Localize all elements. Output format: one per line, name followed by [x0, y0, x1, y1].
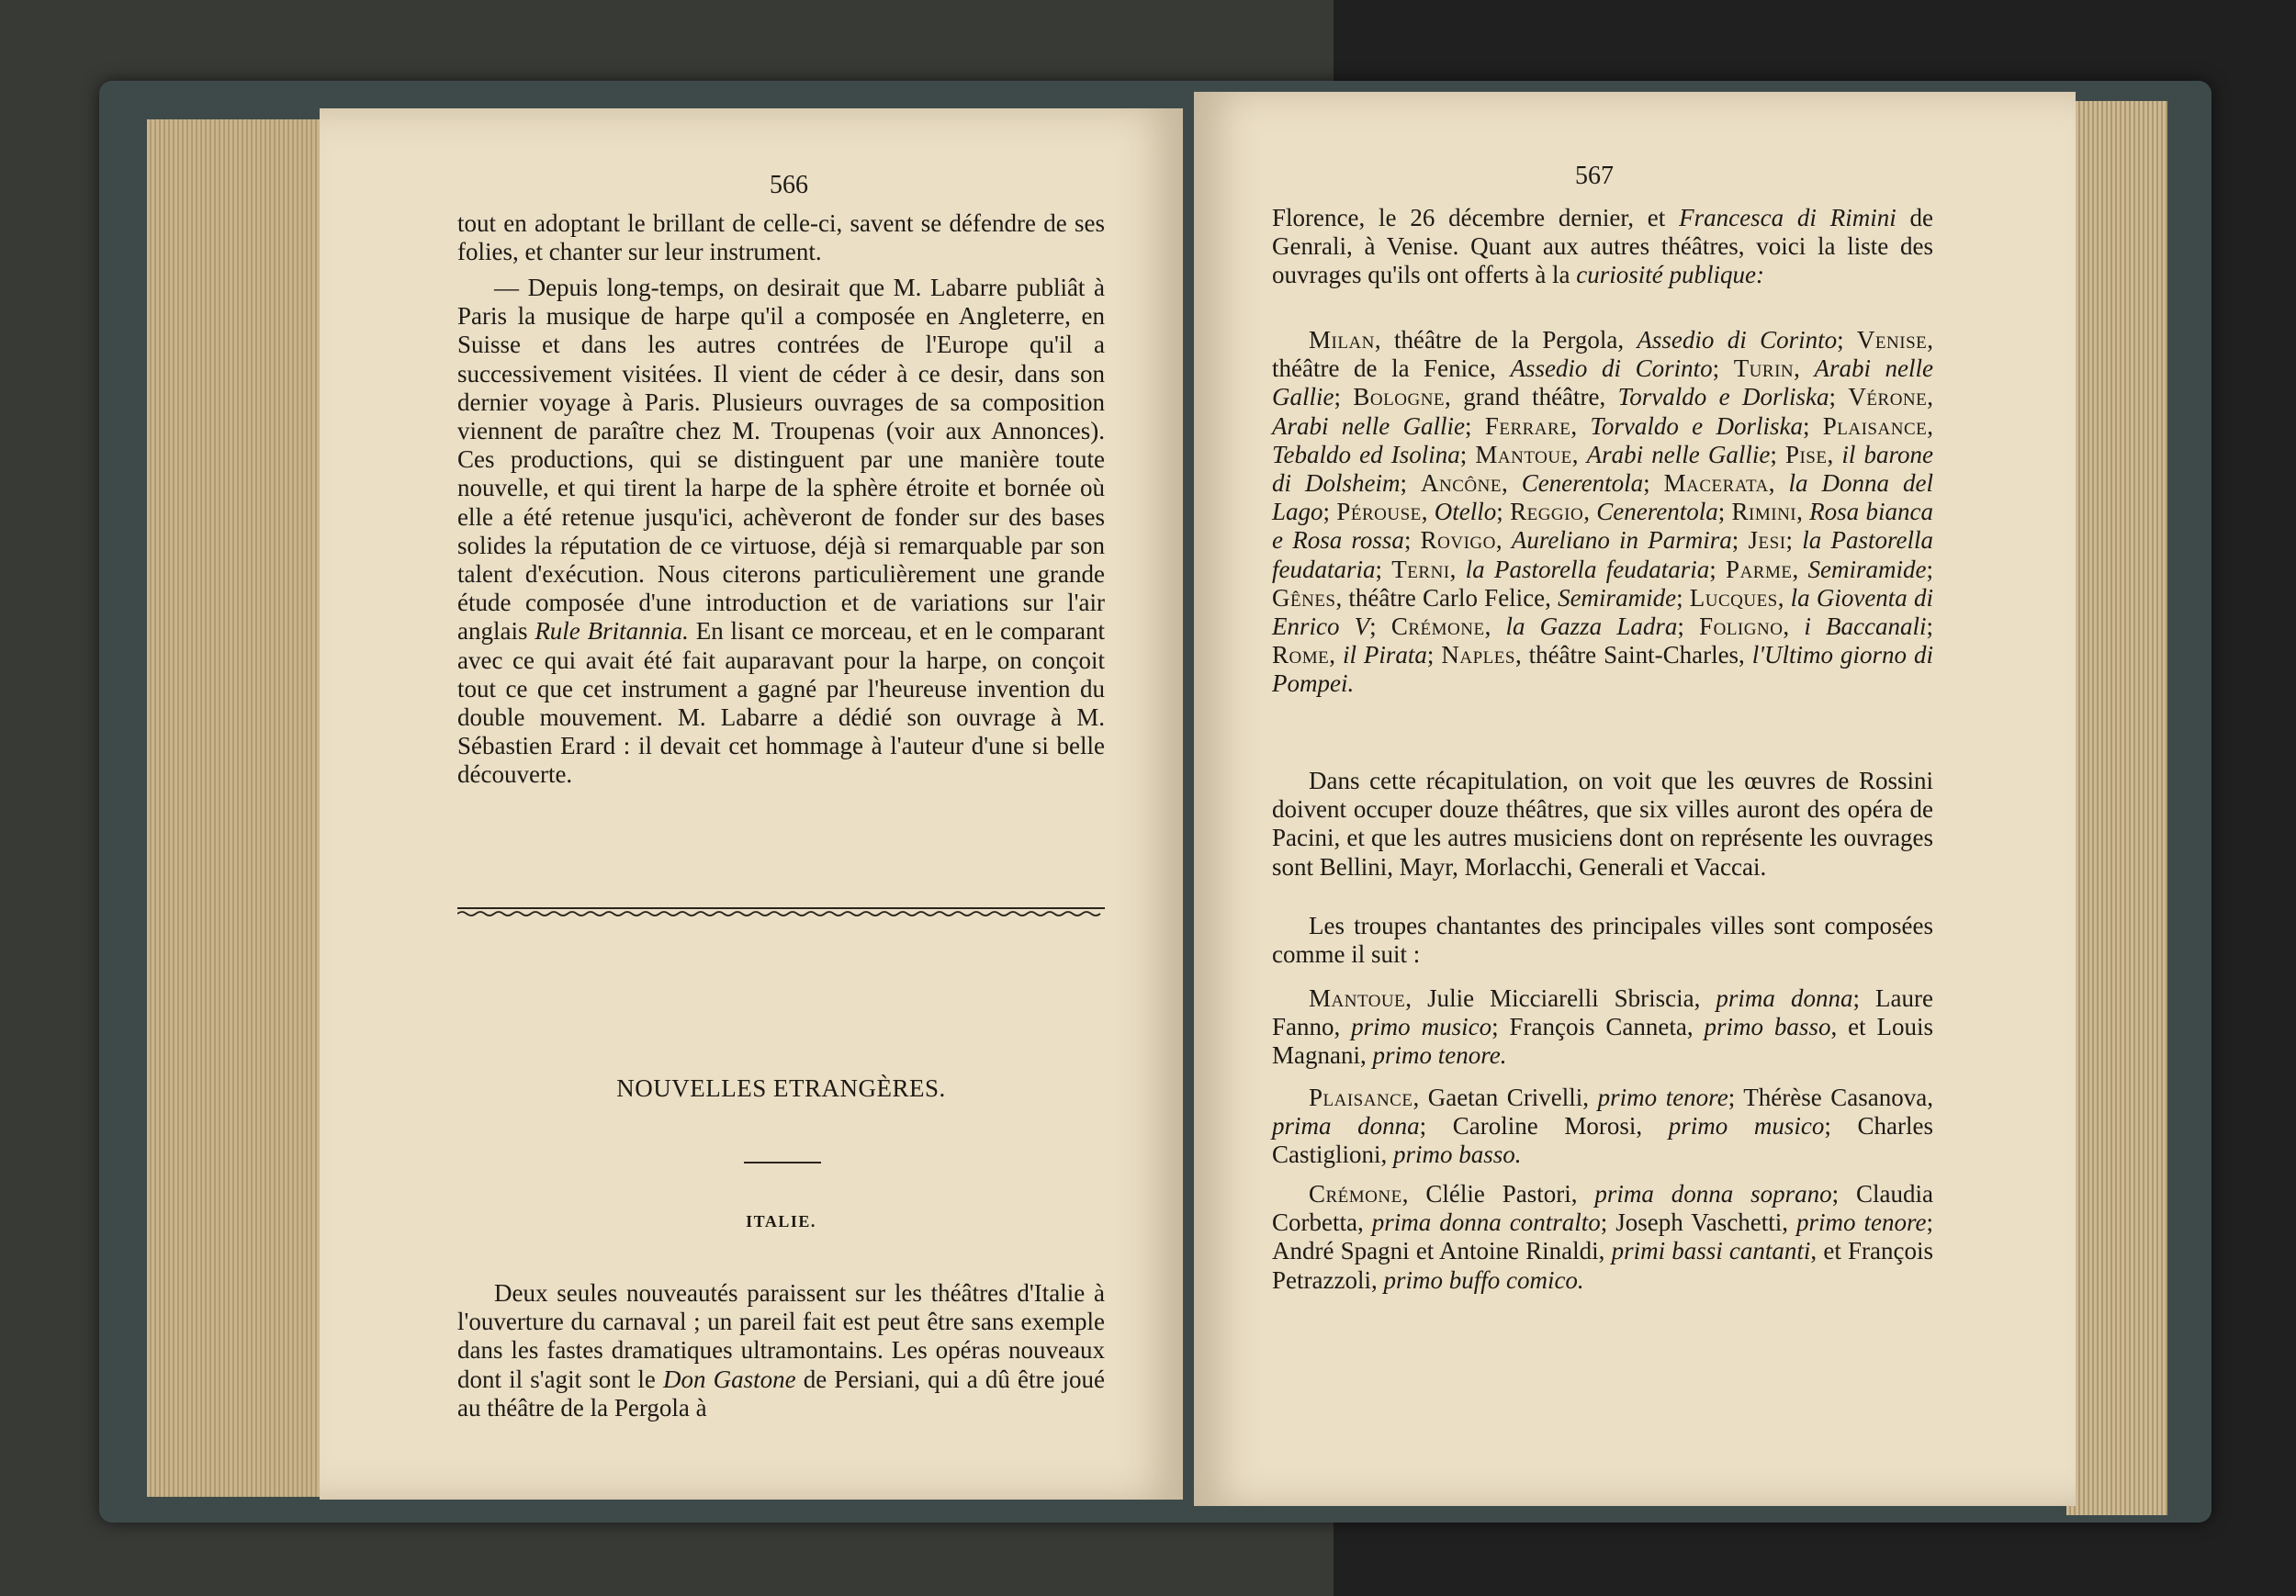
- text-run: ;: [1926, 555, 1934, 583]
- city-name: Gênes: [1272, 583, 1336, 612]
- italic-text: la Donna del Lago: [1272, 469, 1933, 526]
- text-run: ;: [1369, 613, 1391, 641]
- text-run: ; Laure Fanno,: [1272, 984, 1934, 1041]
- text-run: ,: [1329, 641, 1343, 669]
- text-run: ,: [1927, 411, 1933, 440]
- italic-text: primo musico: [1351, 1013, 1492, 1041]
- text-run: ,: [1827, 440, 1842, 468]
- decorative-divider: [457, 905, 1105, 918]
- italic-text: Arabi nelle Gallie: [1272, 354, 1933, 411]
- text-run: , théâtre de la Fenice,: [1272, 326, 1933, 383]
- italic-text: prima donna: [1716, 984, 1853, 1012]
- text-run: ,: [1421, 498, 1435, 526]
- text-run: ;: [1829, 383, 1849, 411]
- italic-text: Arabi nelle Gallie: [1272, 411, 1466, 440]
- paragraph-cremone: [1272, 1180, 1933, 1295]
- text-run: ;: [1770, 440, 1785, 468]
- text-run: , théâtre Carlo Felice,: [1335, 583, 1559, 612]
- paragraph-plaisance: [1272, 1084, 1933, 1170]
- city-name: Lucques: [1689, 583, 1778, 612]
- text-run: ,: [1495, 526, 1512, 555]
- italic-text: Tebaldo ed Isolina: [1272, 440, 1460, 468]
- italic-text: l'Ultimo giorno di Pompei.: [1272, 641, 1933, 698]
- text-run: ,: [1449, 555, 1466, 583]
- italic-text: prima donna: [1272, 1112, 1420, 1141]
- italic-text: Semiramide: [1807, 555, 1927, 583]
- italic-text: Cenerentola: [1596, 498, 1718, 526]
- city-name: Rovigo: [1420, 526, 1496, 555]
- italic-text: primo tenore: [1796, 1208, 1927, 1237]
- city-name: Ferrare: [1484, 411, 1571, 440]
- text-run: ,: [1927, 383, 1933, 411]
- italic-text: la Pastorella feudataria: [1272, 526, 1933, 583]
- text-run: ,: [1570, 411, 1591, 440]
- italic-text: primo basso: [1704, 1013, 1831, 1041]
- short-rule: [744, 1162, 821, 1163]
- text-run: ;: [1459, 440, 1476, 468]
- city-name: Turin: [1733, 354, 1795, 383]
- city-name: Naples: [1441, 641, 1515, 669]
- text-run: ,: [1768, 469, 1789, 498]
- italic-text: prima donna soprano: [1594, 1180, 1832, 1208]
- text-run: , théâtre Saint-Charles,: [1514, 641, 1752, 669]
- paragraph-troupes: [1272, 912, 1933, 969]
- text-run: ,: [1583, 498, 1597, 526]
- italic-text: primo buffo comico.: [1383, 1265, 1584, 1294]
- paragraph-florence: [1272, 204, 1933, 290]
- city-name: Jesi: [1748, 526, 1786, 555]
- italic-text: Cenerentola: [1521, 469, 1644, 498]
- italic-text: il barone di Dolsheim: [1272, 440, 1933, 498]
- text-run: ,: [1484, 613, 1506, 641]
- text-run: ,: [1783, 613, 1805, 641]
- text-run: ;: [1403, 526, 1421, 555]
- page-number: 566: [770, 171, 808, 199]
- text-run: , et Louis Magnani,: [1272, 1013, 1934, 1070]
- text-run: ; Joseph Vaschetti,: [1600, 1208, 1796, 1237]
- text-run: , et François Petrazzoli,: [1272, 1237, 1933, 1294]
- text-run: ;: [1643, 469, 1664, 498]
- text-run: ;: [1400, 469, 1421, 498]
- city-name: Ancône: [1420, 469, 1502, 498]
- text-run: ;: [1731, 526, 1749, 555]
- text-run: ;: [1465, 411, 1485, 440]
- italic-text: i Baccanali: [1804, 613, 1927, 641]
- city-name: Crémone: [1390, 613, 1485, 641]
- text-run: ; André Spagni et Antoine Rinaldi,: [1272, 1208, 1933, 1265]
- italic-text: la Gazza Ladra: [1505, 613, 1678, 641]
- city-name: Pérouse: [1336, 498, 1422, 526]
- italic-text: prima donna contralto: [1371, 1208, 1601, 1237]
- text-run: ,: [1501, 469, 1522, 498]
- text-run: ;: [1375, 555, 1392, 583]
- text-run: de Genrali, à Venise. Quant aux autres théâtres, voici la liste des ouvrages qu'ils ont offerts à la: [1272, 204, 1933, 289]
- city-name: Mantoue: [1475, 440, 1572, 468]
- text-run: ,: [1794, 354, 1815, 383]
- paragraph-mantoue: [1272, 984, 1933, 1071]
- paragraph-labarre: — Depuis long-temps, on desirait que M. Labarre publiât à Paris la musique de harpe qu'il a composée en Angleterre, en Suisse et dans les autres contrées de l'Europe qu'il a successivement visitées. Il vient de céder à ce desir, dans son dernier voyage à Paris. Plusieurs ouvrages de sa composition viennent de paraître chez M. Troupenas (voir aux Annonces). Ces productions, qui se distinguent par une manière toute nouvelle, et qui tirent la harpe de la sphère étroite et bornée où elle a été retenue jusqu'ici, achèveront de fonder sur des bases solides la réputation de ce virtuose, déjà si remarquable par son talent d'exécution. Nous citerons particulièrement une grande étude composée d'une introduction et de variations sur l'air anglais Rule Britannia. En lisant ce morceau, et en le comparant avec ce qui avait été fait auparavant pour la harpe, on conçoit tout ce que cet instrument a gagné par l'heureuse invention du double mouvement. M. Labarre a dédié son ouvrage à M. Sébastien Erard : il devait cet hommage à l'auteur d'une si belle découverte.: [457, 274, 1106, 789]
- city-name: Plaisance: [1822, 411, 1928, 440]
- text-run: ;: [1712, 354, 1734, 383]
- text-run: ,: [1571, 440, 1587, 468]
- text-run: ; Thérèse Casanova,: [1728, 1084, 1933, 1111]
- city-name: Vérone: [1848, 383, 1928, 411]
- italic-text: Aureliano in Parmira: [1511, 526, 1732, 555]
- city-name: Rimini: [1731, 498, 1797, 526]
- text-run: ; Charles Castiglioni,: [1272, 1112, 1934, 1169]
- city-name: Milan: [1309, 326, 1375, 354]
- text-run: ;: [1426, 641, 1442, 669]
- italic-text: Torvaldo e Dorliska: [1590, 411, 1803, 440]
- city-name: Reggio: [1510, 498, 1584, 526]
- city-name: Crémone: [1309, 1180, 1402, 1208]
- text-run: ;: [1926, 613, 1933, 641]
- text-run: ;: [1837, 326, 1857, 354]
- city-name: Parme: [1726, 555, 1793, 583]
- text-run: ;: [1676, 583, 1690, 612]
- text-run: ;: [1334, 383, 1354, 411]
- paragraph-italie: Deux seules nouveautés paraissent sur les théâtres d'Italie à l'ouverture du carnaval ; un pareil fait est peut être sans exemple dans les fastes dramatiques ultramontains. Les opéras nouveaux dont il s'agit sont le Don Gastone de Persiani, qui a dû être joué au théâtre de la Pergola à: [457, 1279, 1106, 1422]
- paragraph-recapitulation: [1272, 767, 1933, 882]
- italic-text: Arabi nelle Gallie: [1586, 440, 1771, 468]
- text-run: ;: [1322, 498, 1337, 526]
- paragraph-theatre-list: [1272, 326, 1933, 699]
- italic-text: la Gioventa di Enrico V: [1272, 583, 1933, 641]
- italic-text: primo tenore: [1597, 1084, 1728, 1111]
- italic-text: primo basso.: [1393, 1141, 1522, 1169]
- subsection-title: ITALIE.: [746, 1212, 816, 1231]
- text-run: ,: [1792, 555, 1808, 583]
- text-run: ;: [1709, 555, 1727, 583]
- italic-text: Semiramide: [1558, 583, 1677, 612]
- italic-text: Rosa bianca e Rosa rossa: [1272, 498, 1933, 555]
- italic-text: Torvaldo e Dorliska: [1617, 383, 1829, 411]
- paragraph-continuation: tout en adoptant le brillant de celle-ci, savent se défendre de ses folies, et chanter sur leur instrument.: [457, 209, 1105, 266]
- text-run: , grand théâtre,: [1445, 383, 1618, 411]
- text-run: ;: [1785, 526, 1803, 555]
- italic-text: curiosité publique:: [1576, 261, 1765, 289]
- city-name: Mantoue: [1309, 984, 1406, 1012]
- text-run: ; Caroline Morosi,: [1419, 1112, 1669, 1141]
- text-run: Les troupes chantantes des principales villes sont composées comme il suit :: [1272, 912, 1933, 969]
- text-run: Florence, le 26 décembre dernier, et: [1272, 204, 1680, 231]
- city-name: Pise: [1784, 440, 1828, 468]
- italic-text: primi bassi cantanti: [1611, 1237, 1811, 1265]
- text-run: , Clélie Pastori,: [1401, 1180, 1595, 1208]
- page-number: 567: [1575, 162, 1614, 190]
- text-run: ;: [1717, 498, 1732, 526]
- italic-text: la Pastorella feudataria: [1465, 555, 1710, 583]
- italic-text: primo tenore.: [1372, 1041, 1507, 1070]
- section-title: NOUVELLES ETRANGÈRES.: [616, 1074, 946, 1102]
- text-run: , théâtre de la Pergola,: [1374, 326, 1638, 354]
- city-name: Bologne: [1353, 383, 1446, 411]
- italic-text: Assedio di Corinto: [1637, 326, 1838, 354]
- text-run: ;: [1802, 411, 1823, 440]
- text-run: ;: [1496, 498, 1511, 526]
- italic-text: Assedio di Corinto: [1510, 354, 1713, 383]
- text-run: , Julie Micciarelli Sbriscia,: [1405, 984, 1716, 1012]
- text-run: ,: [1777, 583, 1791, 612]
- italic-text: Francesca di Rimini: [1679, 204, 1896, 231]
- italic-text: Otello: [1434, 498, 1497, 526]
- right-page: [1194, 92, 2076, 1506]
- text-run: ; Claudia Corbetta,: [1272, 1180, 1933, 1237]
- city-name: Plaisance: [1309, 1084, 1413, 1111]
- city-name: Foligno: [1699, 613, 1784, 641]
- page-edges-right: [2066, 101, 2167, 1515]
- italic-text: primo musico: [1668, 1112, 1825, 1141]
- city-name: Venise: [1856, 326, 1928, 354]
- text-run: , Gaetan Crivelli,: [1412, 1084, 1598, 1111]
- italic-text: il Pirata: [1342, 641, 1427, 669]
- city-name: Macerata: [1663, 469, 1769, 498]
- text-run: Dans cette récapitulation, on voit que les œuvres de Rossini doivent occuper douze théâtres, que six villes auront des opéra de Pacini, et que les autres musiciens dont on représente les ouvrages sont Bellini, Mayr, Morlacchi, Generali et Vaccai.: [1272, 767, 1933, 881]
- text-run: ;: [1677, 613, 1700, 641]
- text-run: ; François Canneta,: [1491, 1013, 1705, 1041]
- text-run: ,: [1796, 498, 1810, 526]
- page-edges-left: [147, 119, 321, 1497]
- left-page: [320, 108, 1183, 1500]
- city-name: Terni: [1391, 555, 1450, 583]
- city-name: Rome: [1272, 641, 1330, 669]
